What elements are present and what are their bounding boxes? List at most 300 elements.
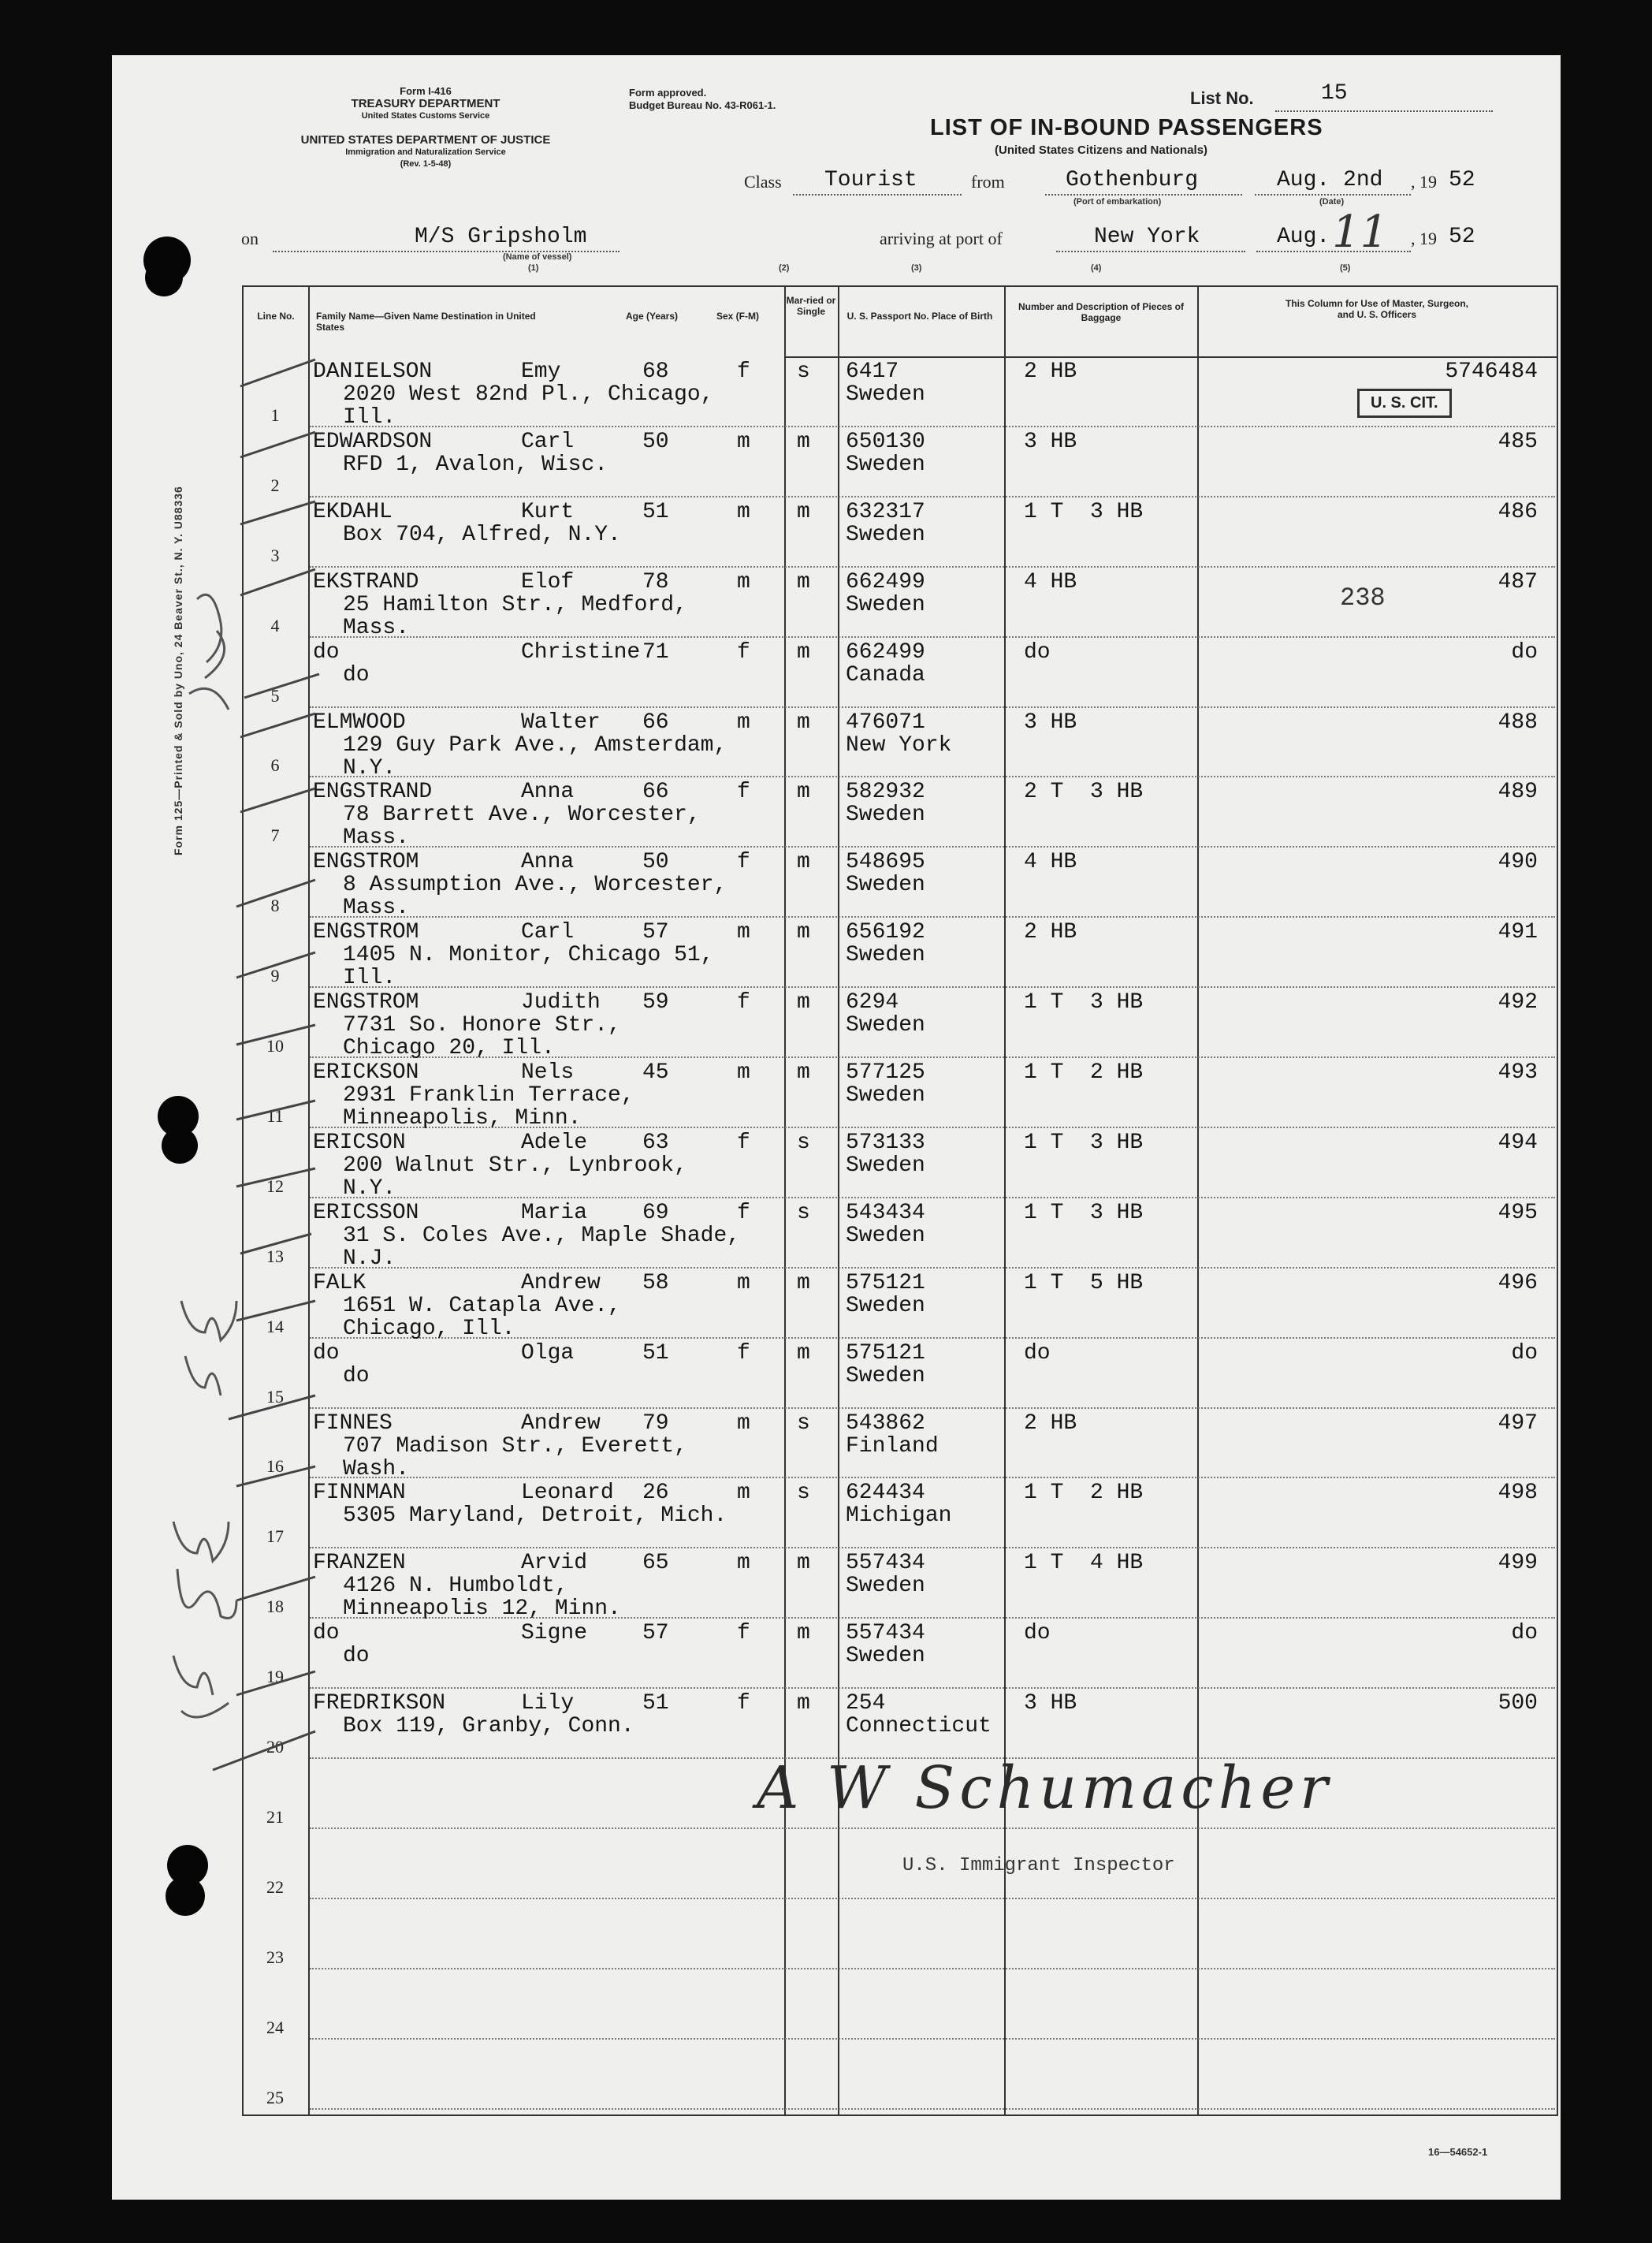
passenger-birthplace: Sweden xyxy=(846,1153,925,1178)
passenger-birthplace: Sweden xyxy=(846,1083,925,1108)
passenger-address: 2931 Franklin Terrace, xyxy=(343,1083,634,1108)
passenger-given: Lily xyxy=(521,1691,575,1716)
passenger-age: 51 xyxy=(642,499,669,524)
passenger-age: 57 xyxy=(642,920,669,945)
passenger-ms: m xyxy=(797,569,810,594)
dept-justice: UNITED STATES DEPARTMENT OF JUSTICE xyxy=(300,133,551,147)
row-rule xyxy=(310,1687,1555,1689)
passenger-age: 65 xyxy=(642,1551,669,1576)
line-number: 13 xyxy=(266,1246,284,1266)
inspector-title: U.S. Immigrant Inspector xyxy=(902,1855,1175,1876)
passenger-family: do xyxy=(313,1621,340,1646)
passenger-ms: m xyxy=(797,429,810,454)
passenger-birthplace: Sweden xyxy=(846,452,925,477)
line-number: 3 xyxy=(270,545,280,565)
col-header-married: Mar-ried or Single xyxy=(786,295,836,317)
passenger-sex: m xyxy=(737,1270,750,1295)
passenger-passport: 582932 xyxy=(846,780,925,805)
row-rule xyxy=(310,1407,1555,1409)
passenger-officer: do xyxy=(1511,1340,1538,1366)
passenger-age: 66 xyxy=(642,710,669,735)
row-rule xyxy=(310,496,1555,497)
passenger-sex: f xyxy=(737,1340,750,1366)
passenger-officer: 5746484 xyxy=(1445,360,1538,384)
passenger-given: Maria xyxy=(521,1200,588,1225)
passenger-birthplace: Canada xyxy=(846,662,925,687)
col-divider-2 xyxy=(784,287,786,2114)
embark-year-prefix: , 19 xyxy=(1411,172,1437,192)
line-number: 18 xyxy=(266,1597,284,1617)
passenger-baggage: 1 T 3 HB xyxy=(1024,499,1144,524)
passenger-passport: 543862 xyxy=(846,1410,925,1436)
passenger-address: Chicago 20, Ill. xyxy=(343,1036,555,1061)
passenger-ms: s xyxy=(797,1130,810,1155)
line-number: 20 xyxy=(266,1737,284,1757)
row-rule xyxy=(310,636,1555,638)
list-no-line xyxy=(1275,110,1493,112)
on-label: on xyxy=(241,229,259,248)
passenger-family: EKSTRAND xyxy=(313,569,419,594)
passenger-officer: 499 xyxy=(1498,1551,1538,1576)
passenger-age: 71 xyxy=(642,639,669,665)
passenger-family: ENGSTRAND xyxy=(313,780,433,805)
passenger-address: 31 S. Coles Ave., Maple Shade, xyxy=(343,1223,741,1248)
passenger-officer: 497 xyxy=(1498,1410,1538,1436)
passenger-address: 4126 N. Humboldt, xyxy=(343,1574,568,1599)
row-rule xyxy=(310,1898,1555,1899)
passenger-passport: 6294 xyxy=(846,990,899,1015)
passenger-sex: f xyxy=(737,1621,750,1646)
passenger-age: 58 xyxy=(642,1270,669,1295)
passenger-ms: m xyxy=(797,1551,810,1576)
line-number: 14 xyxy=(266,1316,284,1336)
passenger-birthplace: Sweden xyxy=(846,1574,925,1599)
passenger-ms: m xyxy=(797,920,810,945)
passenger-sex: m xyxy=(737,569,750,594)
passenger-given: Carl xyxy=(521,920,575,945)
passenger-ms: m xyxy=(797,499,810,524)
line-number: 9 xyxy=(270,966,280,986)
passenger-ms: s xyxy=(797,1481,810,1506)
vessel-name: M/S Gripsholm xyxy=(415,225,587,249)
passenger-passport: 557434 xyxy=(846,1621,925,1646)
row-rule xyxy=(310,706,1555,708)
binder-hole-top-2 xyxy=(145,259,183,296)
passenger-passport: 548695 xyxy=(846,850,925,875)
passenger-family: ERICKSON xyxy=(313,1060,419,1085)
passenger-sex: f xyxy=(737,639,750,665)
line-number: 24 xyxy=(266,2017,284,2037)
passenger-sex: f xyxy=(737,1130,750,1155)
passenger-ms: m xyxy=(797,1340,810,1366)
passenger-age: 79 xyxy=(642,1410,669,1436)
passenger-passport: 632317 xyxy=(846,499,925,524)
passenger-passport: 575121 xyxy=(846,1340,925,1366)
passenger-officer: 495 xyxy=(1498,1200,1538,1225)
passenger-baggage: 1 T 5 HB xyxy=(1024,1270,1144,1295)
line-number: 25 xyxy=(266,2087,284,2107)
passenger-birthplace: Sweden xyxy=(846,522,925,547)
passenger-sex: f xyxy=(737,780,750,805)
passenger-birthplace: Finland xyxy=(846,1433,939,1459)
passenger-address: 25 Hamilton Str., Medford, xyxy=(343,592,687,617)
row-rule xyxy=(310,426,1555,427)
passenger-family: EKDAHL xyxy=(313,499,393,524)
passenger-baggage: 1 T 3 HB xyxy=(1024,1200,1144,1225)
passenger-given: Judith xyxy=(521,990,601,1015)
col-divider-4 xyxy=(1004,287,1006,2114)
passenger-address: Minneapolis 12, Minn. xyxy=(343,1597,621,1622)
passenger-family: FREDRIKSON xyxy=(313,1691,446,1716)
line-number: 12 xyxy=(266,1176,284,1196)
passenger-passport: 557434 xyxy=(846,1551,925,1576)
passenger-age: 68 xyxy=(642,360,669,384)
passenger-sex: f xyxy=(737,360,750,384)
passenger-baggage: 2 HB xyxy=(1024,920,1077,945)
from-label: from xyxy=(971,172,1005,192)
line-number: 23 xyxy=(266,1947,284,1967)
passenger-passport: 573133 xyxy=(846,1130,925,1155)
arriving-label: arriving at port of xyxy=(880,229,1003,248)
form-title: LIST OF IN-BOUND PASSENGERS xyxy=(930,115,1323,140)
passenger-officer: do xyxy=(1511,1621,1538,1646)
passenger-address: Box 704, Alfred, N.Y. xyxy=(343,522,621,547)
passenger-birthplace: Sweden xyxy=(846,1293,925,1318)
passenger-given: Carl xyxy=(521,429,575,454)
passenger-family: FALK xyxy=(313,1270,366,1295)
passenger-ms: s xyxy=(797,1200,810,1225)
passenger-baggage: 3 HB xyxy=(1024,429,1077,454)
line-number: 7 xyxy=(270,825,280,846)
passenger-address: do xyxy=(343,1363,370,1388)
passenger-sex: m xyxy=(737,1551,750,1576)
passenger-baggage: 1 T 2 HB xyxy=(1024,1060,1144,1085)
printer-side-text: Form 125—Printed & Sold by Uno, 24 Beaver St., N. Y. U88336 xyxy=(172,486,184,855)
passenger-baggage: 4 HB xyxy=(1024,850,1077,875)
passenger-birthplace: Connecticut xyxy=(846,1714,992,1739)
passenger-officer: 489 xyxy=(1498,780,1538,805)
passenger-baggage: 2 HB xyxy=(1024,360,1077,384)
passenger-family: ENGSTROM xyxy=(313,990,419,1015)
passenger-baggage: 2 HB xyxy=(1024,1410,1077,1436)
date-caption: (Date) xyxy=(1319,197,1345,207)
passenger-age: 51 xyxy=(642,1691,669,1716)
col-num-3: (3) xyxy=(911,263,922,273)
passenger-address: Ill. xyxy=(343,966,396,991)
line-number: 19 xyxy=(266,1667,284,1687)
passenger-address: 707 Madison Str., Everett, xyxy=(343,1433,687,1459)
row-rule xyxy=(310,916,1555,918)
list-no-label: List No. xyxy=(1190,88,1254,108)
passenger-table xyxy=(242,285,1558,2116)
passenger-age: 50 xyxy=(642,850,669,875)
row-rule xyxy=(310,1968,1555,1969)
passenger-baggage: do xyxy=(1024,1621,1051,1646)
line-number: 4 xyxy=(270,615,280,635)
passenger-birthplace: Sweden xyxy=(846,873,925,898)
passenger-given: Christine xyxy=(521,639,641,665)
passenger-officer: do xyxy=(1511,639,1538,665)
passenger-address: N.J. xyxy=(343,1246,396,1271)
line-number: 5 xyxy=(270,685,280,706)
passenger-passport: 476071 xyxy=(846,710,925,735)
passenger-address: 1405 N. Monitor, Chicago 51, xyxy=(343,943,714,968)
passenger-sex: f xyxy=(737,990,750,1015)
passenger-address: N.Y. xyxy=(343,755,396,781)
passenger-ms: m xyxy=(797,780,810,805)
passenger-ms: m xyxy=(797,1621,810,1646)
embark-date: Aug. 2nd xyxy=(1277,168,1383,192)
form-approved: Form approved. xyxy=(629,87,707,99)
passenger-family: ELMWOOD xyxy=(313,710,406,735)
col-header-passport: U. S. Passport No. Place of Birth xyxy=(846,311,993,322)
passenger-address: Mass. xyxy=(343,615,410,640)
port-line xyxy=(1045,194,1242,196)
passenger-age: 50 xyxy=(642,429,669,454)
row-rule xyxy=(310,986,1555,988)
passenger-ms: m xyxy=(797,1691,810,1716)
passenger-age: 59 xyxy=(642,990,669,1015)
passenger-officer: 492 xyxy=(1498,990,1538,1015)
row-rule xyxy=(310,1828,1555,1829)
passenger-sex: f xyxy=(737,1691,750,1716)
col-header-line-no: Line No. xyxy=(257,311,295,322)
inspector-signature: A W Schumacher xyxy=(757,1754,1333,1822)
passenger-given: Anna xyxy=(521,780,575,805)
binder-hole-bottom-2 xyxy=(166,1876,205,1916)
passenger-address: 8 Assumption Ave., Worcester, xyxy=(343,873,727,898)
passenger-passport: 575121 xyxy=(846,1270,925,1295)
passenger-address: 2020 West 82nd Pl., Chicago, xyxy=(343,382,714,407)
passenger-address: RFD 1, Avalon, Wisc. xyxy=(343,452,608,477)
passenger-sex: m xyxy=(737,710,750,735)
passenger-given: Nels xyxy=(521,1060,575,1085)
passenger-sex: m xyxy=(737,1481,750,1506)
passenger-address: 7731 So. Honore Str., xyxy=(343,1013,621,1038)
passenger-address: N.Y. xyxy=(343,1176,396,1201)
row-rule xyxy=(310,1197,1555,1198)
passenger-birthplace: Sweden xyxy=(846,592,925,617)
passenger-baggage: 2 T 3 HB xyxy=(1024,780,1144,805)
form-rev: (Rev. 1-5-48) xyxy=(400,159,452,169)
passenger-officer: 494 xyxy=(1498,1130,1538,1155)
col-header-age: Age (Years) xyxy=(625,311,679,322)
line-number: 2 xyxy=(270,475,280,495)
passenger-address: do xyxy=(343,662,370,687)
passenger-family: FRANZEN xyxy=(313,1551,406,1576)
passenger-passport: 662499 xyxy=(846,639,925,665)
passenger-sex: m xyxy=(737,429,750,454)
passenger-sex: m xyxy=(737,1410,750,1436)
passenger-given: Arvid xyxy=(521,1551,588,1576)
col-header-sex: Sex (F-M) xyxy=(716,311,759,322)
passenger-ms: s xyxy=(797,360,810,384)
passenger-age: 78 xyxy=(642,569,669,594)
line-number: 11 xyxy=(266,1105,284,1126)
passenger-age: 45 xyxy=(642,1060,669,1085)
date-line xyxy=(1255,194,1411,196)
row-rule xyxy=(310,1267,1555,1269)
line-number: 17 xyxy=(266,1526,284,1547)
passenger-ms: s xyxy=(797,1410,810,1436)
embark-year: 52 xyxy=(1449,168,1475,192)
handwritten-238: 238 xyxy=(1340,583,1386,613)
passenger-officer: 498 xyxy=(1498,1481,1538,1506)
form-subtitle: (United States Citizens and Nationals) xyxy=(995,143,1208,157)
row-rule xyxy=(310,1477,1555,1478)
passenger-passport: 624434 xyxy=(846,1481,925,1506)
passenger-officer: 485 xyxy=(1498,429,1538,454)
passenger-passport: 662499 xyxy=(846,569,925,594)
passenger-family: do xyxy=(313,639,340,665)
header-rule-right xyxy=(1199,356,1557,358)
line-number: 8 xyxy=(270,896,280,916)
passenger-ms: m xyxy=(797,639,810,665)
passenger-officer: 488 xyxy=(1498,710,1538,735)
passenger-family: ERICSON xyxy=(313,1130,406,1155)
arrival-year-prefix: , 19 xyxy=(1411,229,1437,248)
dept-customs: United States Customs Service xyxy=(361,111,490,121)
class-value: Tourist xyxy=(824,168,917,192)
us-cit-stamp: U. S. CIT. xyxy=(1357,389,1452,418)
col-header-baggage: Number and Description of Pieces of Baggage xyxy=(1018,301,1185,323)
arrival-port: New York xyxy=(1094,225,1200,249)
passenger-passport: 577125 xyxy=(846,1060,925,1085)
passenger-baggage: 4 HB xyxy=(1024,569,1077,594)
vessel-caption: (Name of vessel) xyxy=(503,252,572,262)
arrival-day-handwritten: 11 xyxy=(1332,207,1389,258)
passenger-ms: m xyxy=(797,850,810,875)
col-num-2: (2) xyxy=(779,263,790,273)
passenger-family: ENGSTROM xyxy=(313,850,419,875)
passenger-baggage: 3 HB xyxy=(1024,710,1077,735)
passenger-birthplace: Sweden xyxy=(846,943,925,968)
passenger-officer: 500 xyxy=(1498,1691,1538,1716)
passenger-address: 129 Guy Park Ave., Amsterdam, xyxy=(343,732,727,758)
passenger-birthplace: New York xyxy=(846,732,952,758)
row-rule xyxy=(310,2108,1555,2110)
passenger-birthplace: Michigan xyxy=(846,1503,952,1529)
passenger-address: 1651 W. Catapla Ave., xyxy=(343,1293,621,1318)
passenger-passport: 254 xyxy=(846,1691,886,1716)
line-number: 22 xyxy=(266,1876,284,1897)
col-num-1: (1) xyxy=(528,263,539,273)
col-divider-1 xyxy=(308,287,310,2114)
passenger-sex: m xyxy=(737,1060,750,1085)
line-number: 10 xyxy=(266,1036,284,1056)
passenger-family: FINNMAN xyxy=(313,1481,406,1506)
passenger-birthplace: Sweden xyxy=(846,382,925,407)
passenger-address: do xyxy=(343,1644,370,1669)
dept-ins: Immigration and Naturalization Service xyxy=(345,147,506,157)
port-embarkation: Gothenburg xyxy=(1066,168,1199,192)
port-caption: (Port of embarkation) xyxy=(1073,197,1162,207)
col-num-5: (5) xyxy=(1340,263,1351,273)
passenger-address: Mass. xyxy=(343,896,410,921)
passenger-age: 26 xyxy=(642,1481,669,1506)
passenger-address: Ill. xyxy=(343,405,396,430)
passenger-address: Mass. xyxy=(343,825,410,851)
passenger-given: Olga xyxy=(521,1340,575,1366)
col-divider-5 xyxy=(1197,287,1199,2114)
passenger-age: 51 xyxy=(642,1340,669,1366)
passenger-given: Anna xyxy=(521,850,575,875)
passenger-sex: m xyxy=(737,920,750,945)
passenger-baggage: do xyxy=(1024,639,1051,665)
passenger-given: Kurt xyxy=(521,499,575,524)
col-num-4: (4) xyxy=(1091,263,1102,273)
passenger-age: 63 xyxy=(642,1130,669,1155)
line-number: 15 xyxy=(266,1386,284,1407)
class-label: Class xyxy=(744,172,782,192)
passenger-age: 57 xyxy=(642,1621,669,1646)
passenger-baggage: 3 HB xyxy=(1024,1691,1077,1716)
passenger-birthplace: Sweden xyxy=(846,1223,925,1248)
budget-bureau: Budget Bureau No. 43-R061-1. xyxy=(629,99,776,111)
passenger-officer: 490 xyxy=(1498,850,1538,875)
passenger-given: Leonard xyxy=(521,1481,614,1506)
passenger-address: 5305 Maryland, Detroit, Mich. xyxy=(343,1503,727,1529)
passenger-given: Andrew xyxy=(521,1270,601,1295)
passenger-given: Emy xyxy=(521,360,561,384)
passenger-age: 66 xyxy=(642,780,669,805)
passenger-ms: m xyxy=(797,710,810,735)
row-rule xyxy=(310,776,1555,777)
row-rule xyxy=(310,1547,1555,1548)
line-number: 21 xyxy=(266,1806,284,1827)
passenger-birthplace: Sweden xyxy=(846,1363,925,1388)
arrival-year: 52 xyxy=(1449,225,1475,249)
list-no-value: 15 xyxy=(1321,81,1348,106)
footer-form-number: 16—54652-1 xyxy=(1428,2146,1488,2158)
passenger-sex: f xyxy=(737,850,750,875)
passenger-address: Minneapolis, Minn. xyxy=(343,1106,582,1131)
row-rule xyxy=(310,846,1555,848)
passenger-officer: 493 xyxy=(1498,1060,1538,1085)
row-rule xyxy=(310,2038,1555,2040)
passenger-given: Adele xyxy=(521,1130,588,1155)
passenger-family: DANIELSON xyxy=(313,360,433,384)
passenger-birthplace: Sweden xyxy=(846,1644,925,1669)
passenger-sex: f xyxy=(737,1200,750,1225)
passenger-ms: m xyxy=(797,990,810,1015)
line-number: 1 xyxy=(270,404,280,425)
passenger-baggage: do xyxy=(1024,1340,1051,1366)
dept-treasury: TREASURY DEPARTMENT xyxy=(351,97,500,110)
passenger-baggage: 1 T 4 HB xyxy=(1024,1551,1144,1576)
passenger-ms: m xyxy=(797,1060,810,1085)
passenger-officer: 487 xyxy=(1498,569,1538,594)
passenger-sex: m xyxy=(737,499,750,524)
passenger-age: 69 xyxy=(642,1200,669,1225)
passenger-passport: 650130 xyxy=(846,429,925,454)
passenger-officer: 486 xyxy=(1498,499,1538,524)
line-number: 16 xyxy=(266,1456,284,1477)
passenger-given: Elof xyxy=(521,569,575,594)
passenger-officer: 496 xyxy=(1498,1270,1538,1295)
passenger-baggage: 1 T 2 HB xyxy=(1024,1481,1144,1506)
passenger-birthplace: Sweden xyxy=(846,1013,925,1038)
passenger-address: 200 Walnut Str., Lynbrook, xyxy=(343,1153,687,1178)
row-rule xyxy=(310,566,1555,568)
line-number: 6 xyxy=(270,755,280,776)
arrival-month: Aug. xyxy=(1277,225,1330,249)
form-number: Form I-416 xyxy=(400,85,452,97)
binder-hole-middle-2 xyxy=(162,1127,198,1164)
passenger-given: Signe xyxy=(521,1621,588,1646)
col-header-officers: This Column for Use of Master, Surgeon, and U. S. Officers xyxy=(1285,298,1469,320)
passenger-passport: 6417 xyxy=(846,360,899,384)
